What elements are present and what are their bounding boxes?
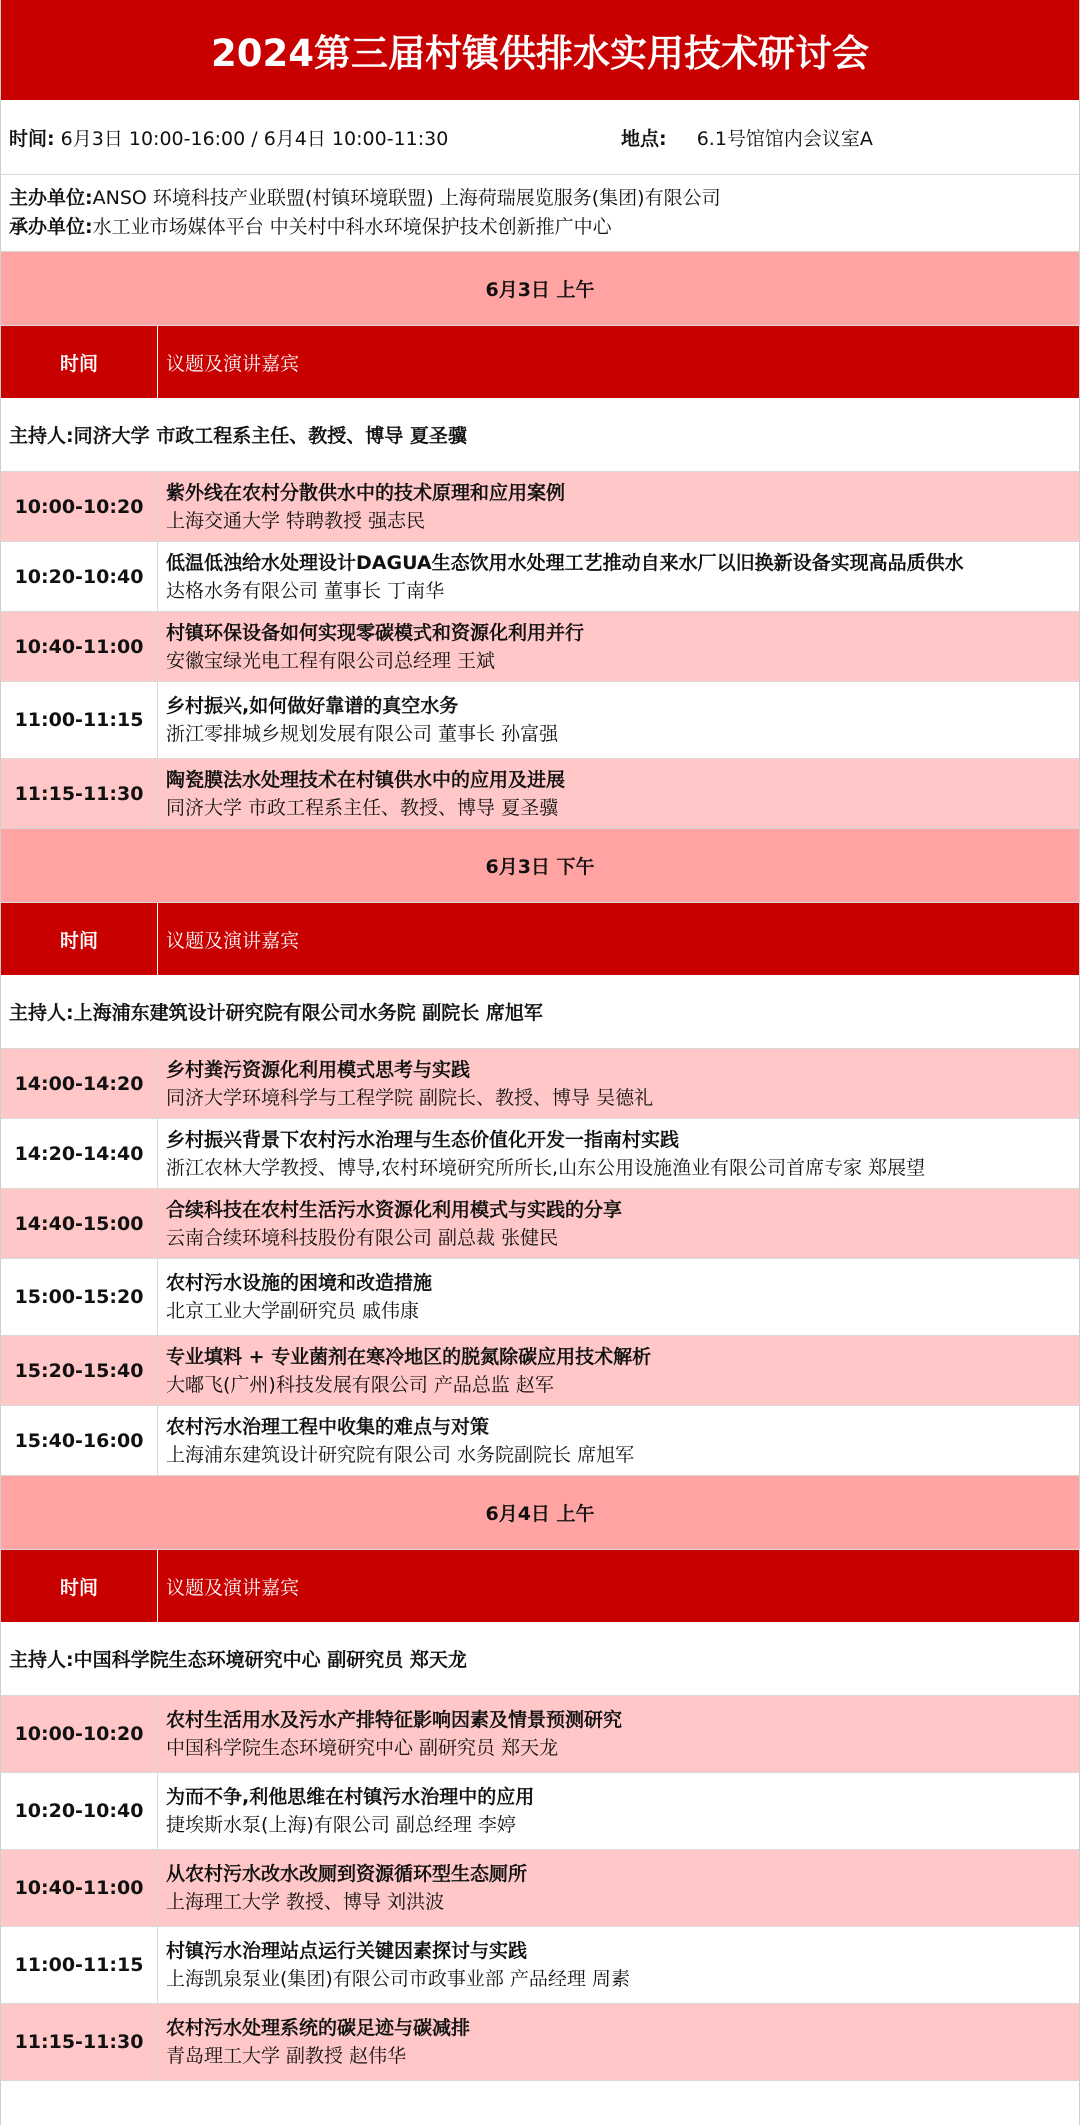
time-value: 6月3日 10:00-16:00 / 6月4日 10:00-11:30 [60, 127, 449, 150]
schedule-time: 10:00-10:20 [1, 1696, 158, 1772]
schedule-time: 11:15-11:30 [1, 2004, 158, 2080]
talk-topic: 为而不争,利他思维在村镇污水治理中的应用 [166, 1786, 535, 1808]
place-value: 6.1号馆馆内会议室A [696, 127, 873, 150]
schedule-time: 11:15-11:30 [1, 759, 158, 828]
schedule-detail [158, 1783, 534, 1839]
schedule-time: 11:00-11:15 [1, 1927, 158, 2003]
talk-topic: 乡村振兴,如何做好靠谱的真空水务 [166, 695, 459, 717]
talk-speaker: 浙江零排城乡规划发展有限公司 董事长 孙富强 [166, 723, 559, 745]
talk-speaker: 浙江农林大学教授、博导,农村环境研究所所长,山东公用设施渔业有限公司首席专家 郑展望 [166, 1156, 926, 1179]
talk-speaker: 同济大学环境科学与工程学院 副院长、教授、博导 吴德礼 [166, 1086, 654, 1109]
session-host: 主持人:上海浦东建筑设计研究院有限公司水务院 副院长 席旭军 [1, 975, 1079, 1049]
talk-topic: 低温低浊给水处理设计DAGUA生态饮用水处理工艺推动自来水厂以旧换新设备实现高品质供水 [166, 551, 964, 574]
schedule-detail [158, 1937, 630, 1993]
section-heading: 6月3日 上午 [1, 252, 1079, 326]
talk-topic: 村镇污水治理站点运行关键因素探讨与实践 [166, 1940, 528, 1962]
schedule-time: 14:40-15:00 [1, 1189, 158, 1258]
schedule-time: 15:20-15:40 [1, 1336, 158, 1405]
column-header-row [1, 903, 1079, 975]
schedule-row [1, 1119, 1079, 1189]
schedule-row [1, 1927, 1079, 2004]
talk-speaker: 上海浦东建筑设计研究院有限公司 水务院副院长 席旭军 [166, 1443, 635, 1466]
talk-speaker: 上海交通大学 特聘教授 强志民 [166, 509, 426, 532]
column-header-time: 时间 [1, 1550, 158, 1622]
talk-topic: 乡村粪污资源化利用模式思考与实践 [166, 1058, 471, 1081]
schedule-time: 10:40-11:00 [1, 1850, 158, 1926]
page-title: 2024第三届村镇供排水实用技术研讨会 [1, 0, 1079, 100]
host-org-label: 主办单位: [9, 187, 93, 209]
place-info [621, 124, 873, 151]
talk-speaker: 大嘟飞(广州)科技发展有限公司 产品总监 赵军 [166, 1373, 554, 1396]
time-label: 时间: [9, 127, 55, 150]
schedule-detail [158, 1269, 432, 1325]
info-row [1, 100, 1079, 175]
talk-topic: 紫外线在农村分散供水中的技术原理和应用案例 [166, 481, 566, 504]
time-info [9, 124, 621, 151]
schedule-detail [158, 2014, 470, 2070]
schedule-detail [158, 1343, 651, 1399]
talk-topic: 从农村污水改水改厕到资源循环型生态厕所 [166, 1863, 528, 1885]
column-header-time: 时间 [1, 326, 158, 398]
talk-speaker: 安徽宝绿光电工程有限公司总经理 王斌 [166, 649, 496, 672]
schedule-time: 10:00-10:20 [1, 472, 158, 541]
organizer-value: 水工业市场媒体平台 中关村中科水环境保护技术创新推广中心 [92, 216, 612, 238]
talk-speaker: 上海理工大学 教授、博导 刘洪波 [166, 1891, 445, 1913]
host-org-value: ANSO 环境科技产业联盟(村镇环境联盟) 上海荷瑞展览服务(集团)有限公司 [92, 187, 721, 209]
talk-topic: 农村污水处理系统的碳足迹与碳减排 [166, 2017, 471, 2039]
schedule-time: 15:40-16:00 [1, 1406, 158, 1475]
schedule-time: 15:00-15:20 [1, 1259, 158, 1335]
schedule-time: 11:00-11:15 [1, 682, 158, 758]
schedule-detail [158, 1056, 653, 1112]
schedule-row [1, 1696, 1079, 1773]
talk-speaker: 同济大学 市政工程系主任、教授、博导 夏圣骥 [166, 796, 559, 819]
schedule-row [1, 542, 1079, 612]
schedule-row [1, 1049, 1079, 1119]
schedule-detail [158, 619, 584, 675]
schedule-row [1, 1850, 1079, 1927]
schedule-time: 10:20-10:40 [1, 542, 158, 611]
column-header-row [1, 326, 1079, 398]
organizer-line [9, 213, 612, 242]
organizer-label: 承办单位: [9, 216, 93, 238]
schedule-detail [158, 692, 558, 748]
schedule-row [1, 1773, 1079, 1850]
schedule-time: 14:20-14:40 [1, 1119, 158, 1188]
talk-topic: 乡村振兴背景下农村污水治理与生态价值化开发一指南村实践 [166, 1128, 680, 1151]
schedule-time: 10:20-10:40 [1, 1773, 158, 1849]
place-label: 地点: [621, 127, 667, 150]
schedule-detail [158, 1126, 925, 1182]
talk-topic: 农村污水设施的困境和改造措施 [166, 1272, 433, 1294]
talk-speaker: 北京工业大学副研究员 戚伟康 [166, 1300, 420, 1322]
column-header-topic: 议题及演讲嘉宾 [166, 1576, 300, 1599]
talk-speaker: 达格水务有限公司 董事长 丁南华 [166, 579, 445, 602]
column-header-topic: 议题及演讲嘉宾 [166, 929, 300, 952]
schedule-row [1, 1189, 1079, 1259]
section-heading: 6月3日 下午 [1, 829, 1079, 903]
schedule-detail [158, 1706, 622, 1762]
column-header-topic: 议题及演讲嘉宾 [166, 352, 300, 375]
talk-speaker: 云南合续环境科技股份有限公司 副总裁 张健民 [166, 1226, 559, 1249]
talk-topic: 农村污水治理工程中收集的难点与对策 [166, 1415, 490, 1438]
schedule-detail [158, 1413, 634, 1469]
schedule-row [1, 612, 1079, 682]
schedule-row [1, 1259, 1079, 1336]
schedule-sections [1, 252, 1079, 2081]
schedule-detail [158, 549, 964, 605]
session-host: 主持人:同济大学 市政工程系主任、教授、博导 夏圣骥 [1, 398, 1079, 472]
host-org-line [9, 184, 721, 213]
talk-speaker: 青岛理工大学 副教授 赵伟华 [166, 2045, 407, 2067]
talk-speaker: 上海凯泉泵业(集团)有限公司市政事业部 产品经理 周素 [166, 1968, 630, 1990]
talk-topic: 陶瓷膜法水处理技术在村镇供水中的应用及进展 [166, 768, 566, 791]
talk-topic: 合续科技在农村生活污水资源化利用模式与实践的分享 [166, 1198, 623, 1221]
talk-topic: 村镇环保设备如何实现零碳模式和资源化利用并行 [166, 621, 585, 644]
schedule-row [1, 472, 1079, 542]
schedule-time: 14:00-14:20 [1, 1049, 158, 1118]
column-header-time: 时间 [1, 903, 158, 975]
talk-speaker: 中国科学院生态环境研究中心 副研究员 郑天龙 [166, 1737, 559, 1759]
column-header-row [1, 1550, 1079, 1622]
organizers-row [1, 175, 1079, 252]
talk-topic: 专业填料 + 专业菌剂在寒冷地区的脱氮除碳应用技术解析 [166, 1345, 652, 1368]
schedule-detail [158, 1196, 622, 1252]
schedule-row [1, 682, 1079, 759]
schedule-row [1, 2004, 1079, 2081]
session-host: 主持人:中国科学院生态环境研究中心 副研究员 郑天龙 [1, 1622, 1079, 1696]
schedule-row [1, 759, 1079, 829]
schedule-time: 10:40-11:00 [1, 612, 158, 681]
schedule-row [1, 1336, 1079, 1406]
schedule-detail [158, 479, 565, 535]
talk-topic: 农村生活用水及污水产排特征影响因素及情景预测研究 [166, 1709, 623, 1731]
talk-speaker: 捷埃斯水泵(上海)有限公司 副总经理 李婷 [166, 1814, 516, 1836]
section-heading: 6月4日 上午 [1, 1476, 1079, 1550]
schedule-row [1, 1406, 1079, 1476]
schedule-detail [158, 766, 565, 822]
schedule-detail [158, 1860, 527, 1916]
